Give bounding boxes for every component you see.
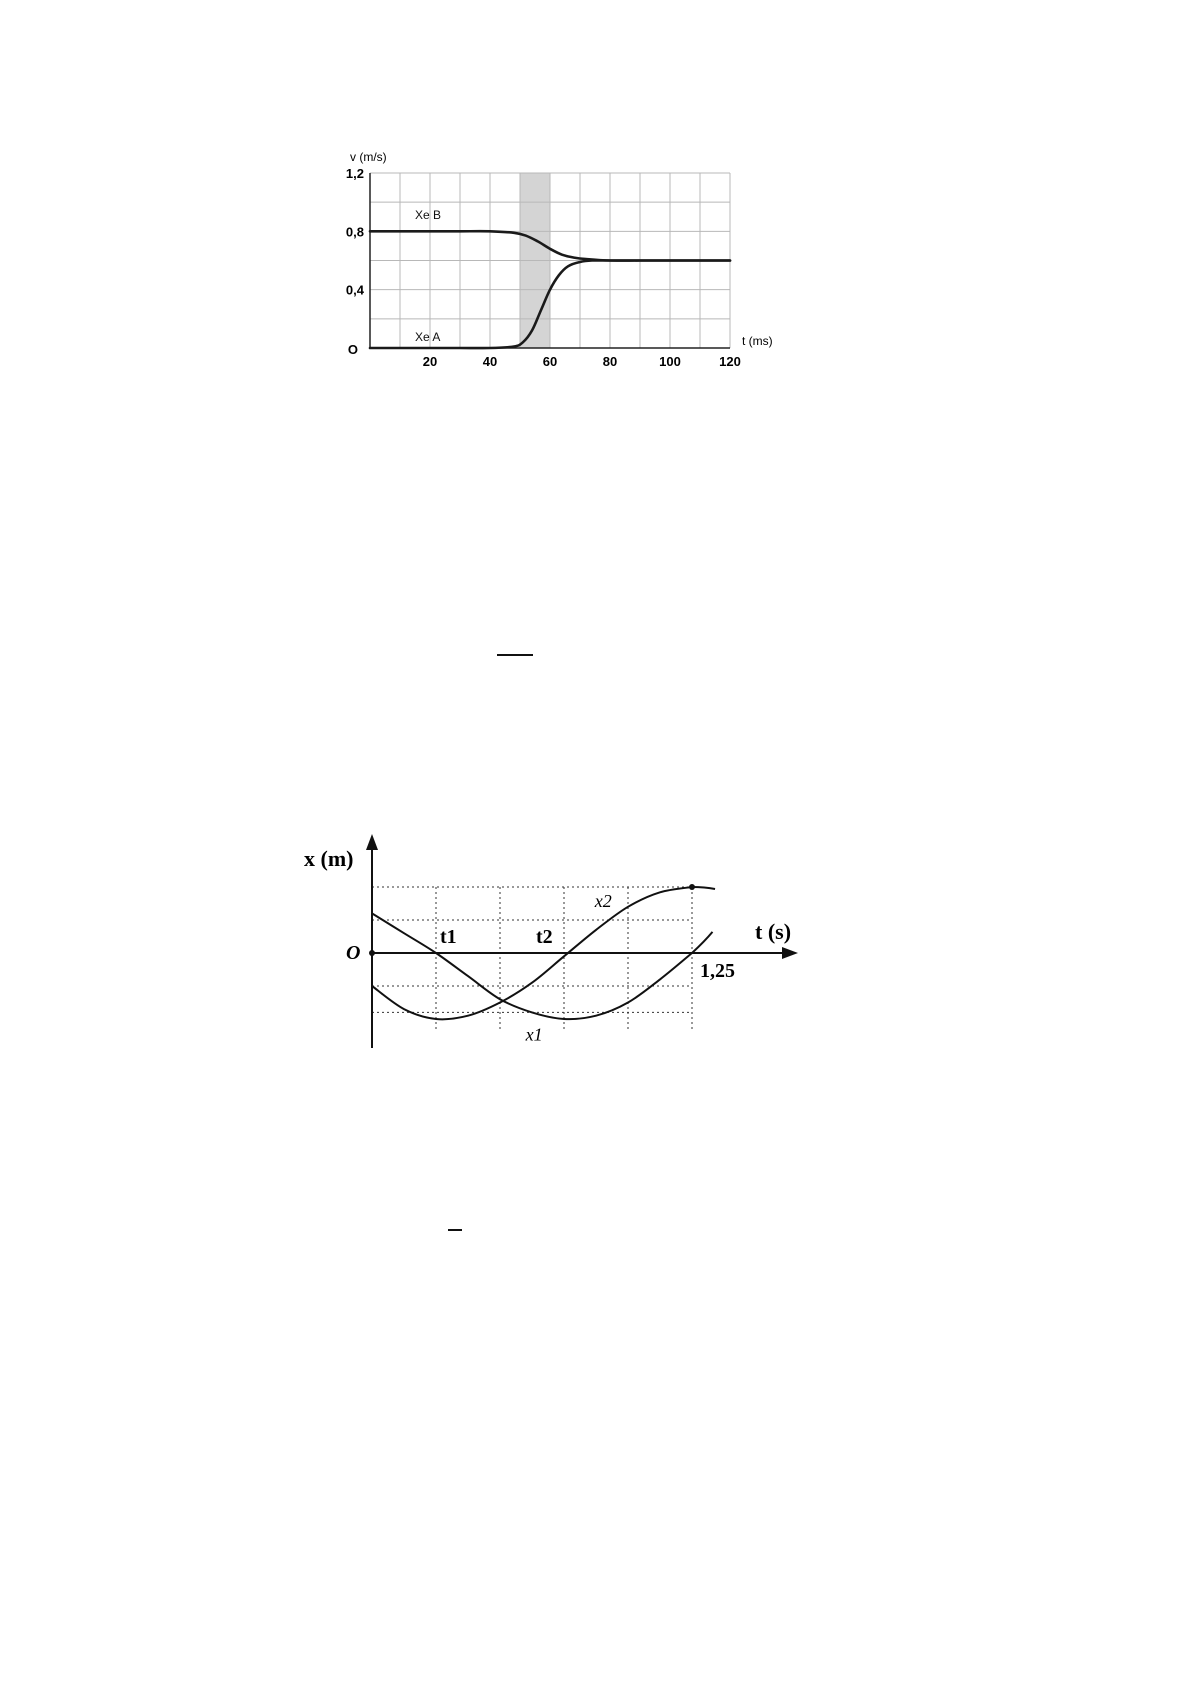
series-label-x1: x1 [525, 1024, 543, 1045]
series-label-x2: x2 [594, 890, 612, 911]
x-axis-label: t (ms) [742, 334, 773, 348]
x-axis-label: t (s) [755, 919, 792, 944]
x-tick-label: 120 [719, 354, 741, 369]
x-tick-label: 60 [542, 354, 558, 369]
velocity-time-chart [345, 145, 855, 415]
series-tail-x1 [692, 932, 712, 953]
point-label: t1 [440, 926, 457, 948]
origin-label: O [347, 342, 358, 357]
peak-dot [689, 884, 695, 890]
y-tick-label: 0,8 [345, 224, 364, 240]
y-axis-label: x (m) [304, 846, 354, 871]
x-tick-label: 40 [482, 354, 498, 369]
series-label-xe-b: Xe B [415, 208, 442, 222]
y-axis-label: v (m/s) [350, 150, 387, 164]
x-axis-arrow [782, 947, 798, 959]
x-tick-label: 80 [602, 354, 618, 369]
y-tick-label: 1,2 [345, 166, 364, 181]
fraction-bar [497, 654, 533, 656]
position-time-chart [300, 846, 880, 1140]
series-tail-x2 [692, 887, 715, 889]
fraction-bar [448, 1229, 462, 1231]
point-label: t2 [536, 926, 553, 948]
series-line-x1 [372, 913, 692, 1019]
y-tick-label: 0,4 [345, 282, 364, 298]
origin-label: O [346, 942, 361, 964]
x-tick-label: 100 [659, 354, 681, 369]
series-label-xe-a: Xe A [415, 330, 441, 344]
y-axis-arrow [366, 834, 378, 850]
x-tick-label: 20 [422, 354, 438, 369]
point-label: 1,25 [700, 960, 735, 982]
origin-dot [369, 950, 375, 956]
